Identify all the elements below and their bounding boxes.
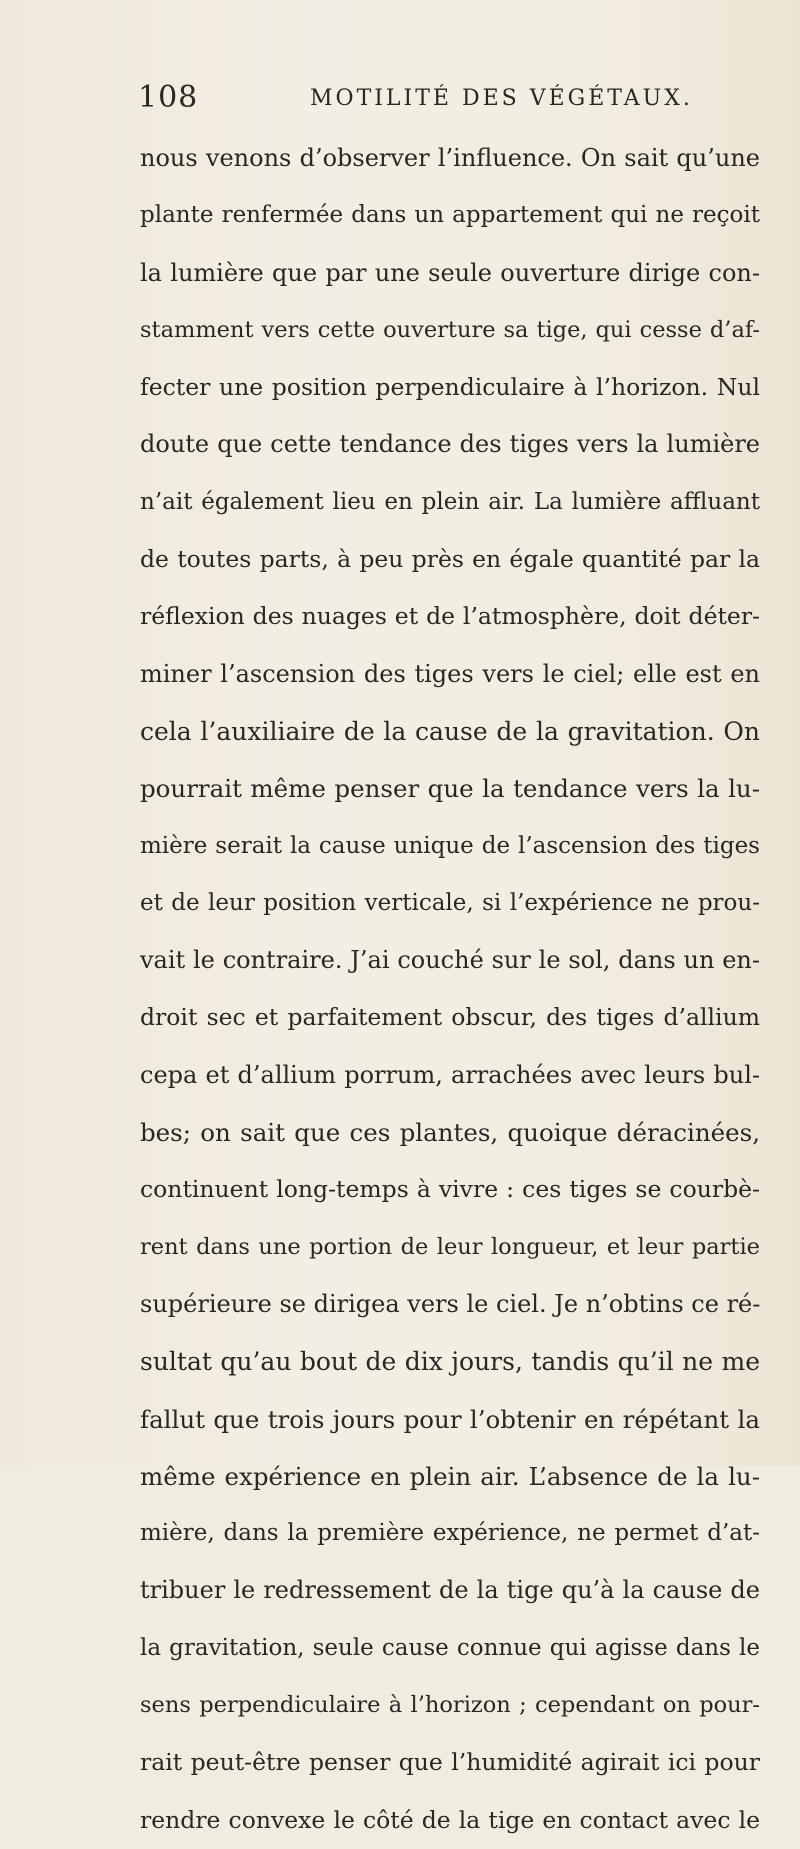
text-line: rait peut-être penser que l’humidité agirait ici pour	[140, 1748, 760, 1777]
text-line: stamment vers cette ouverture sa tige, qui cesse d’af-	[140, 316, 760, 343]
text-line: de toutes parts, à peu près en égale quantité par la	[140, 545, 760, 574]
text-line: la lumière que par une seule ouverture dirige con-	[140, 258, 760, 287]
text-line: bes; on sait que ces plantes, quoique déracinées,	[140, 1118, 760, 1148]
text-line: rendre convexe le côté de la tige en contact avec le	[140, 1805, 760, 1834]
text-line: rent dans une portion de leur longueur, et leur partie	[140, 1233, 760, 1260]
text-line: fallut que trois jours pour l’obtenir en répétant la	[140, 1404, 760, 1434]
text-line: et de leur position verticale, si l’expérience ne prou-	[140, 889, 760, 916]
running-title: MOTILITÉ DES VÉGÉTAUX.	[310, 86, 693, 111]
text-line: miner l’ascension des tiges vers le ciel; elle est en	[140, 659, 760, 688]
text-line: la gravitation, seule cause connue qui agisse dans le	[140, 1634, 760, 1661]
text-line: droit sec et parfaitement obscur, des tiges d’allium	[140, 1003, 760, 1032]
text-line: nous venons d’observer l’influence. On sait qu’une	[140, 144, 760, 172]
text-line: même expérience en plein air. L’absence de la lu-	[140, 1461, 760, 1491]
body-text	[140, 130, 760, 1849]
text-line: cepa et d’allium porrum, arrachées avec leurs bul-	[140, 1060, 760, 1089]
text-line: réflexion des nuages et de l’atmosphère, doit déter-	[140, 602, 760, 631]
text-line: n’ait également lieu en plein air. La lumière affluant	[140, 488, 760, 515]
text-line: doute que cette tendance des tiges vers la lumière	[140, 430, 760, 459]
text-line: tribuer le redressement de la tige qu’à la cause de	[140, 1576, 760, 1605]
text-line: continuent long-temps à vivre : ces tiges se courbè-	[140, 1175, 760, 1204]
text-line: mière serait la cause unique de l’ascension des tiges	[140, 832, 760, 859]
text-line: pourrait même penser que la tendance vers la lu-	[140, 774, 760, 804]
text-line: mière, dans la première expérience, ne permet d’at-	[140, 1520, 760, 1547]
page-header	[138, 80, 758, 120]
text-line: plante renfermée dans un appartement qui ne reçoit	[140, 202, 760, 229]
text-line: vait le contraire. J’ai couché sur le sol, dans un en-	[140, 946, 760, 975]
text-line: fecter une position perpendiculaire à l’horizon. Nul	[140, 373, 760, 402]
text-line: cela l’auxiliaire de la cause de la gravitation. On	[140, 716, 760, 746]
text-line: supérieure se dirigea vers le ciel. Je n’obtins ce ré-	[140, 1289, 760, 1318]
text-line: sens perpendiculaire à l’horizon ; cependant on pour-	[140, 1692, 760, 1719]
text-line: sultat qu’au bout de dix jours, tandis qu’il ne me	[140, 1347, 760, 1377]
page-number: 108	[138, 80, 199, 115]
